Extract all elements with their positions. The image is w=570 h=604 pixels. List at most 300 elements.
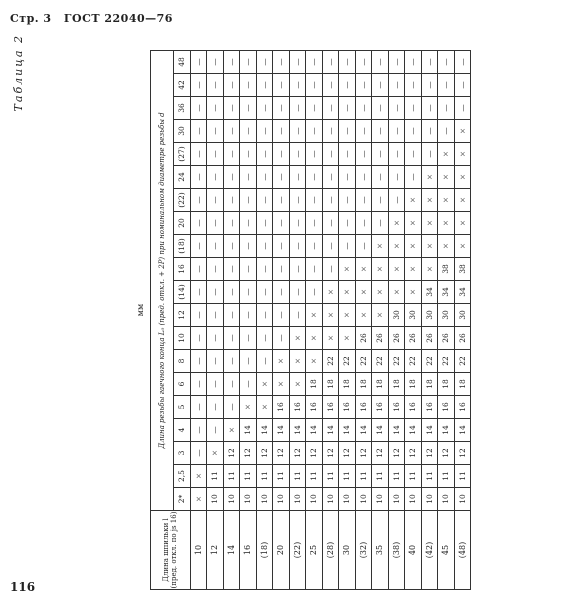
table-cell: — [207,235,224,258]
table-cell: — [190,396,207,419]
table-cell: — [405,120,422,143]
table-cell: — [339,74,356,97]
table-cell: — [256,350,273,373]
table-cell: 11 [223,465,240,488]
length-cell: 20 [273,511,290,590]
table-cell: × [273,350,290,373]
diameter-header: 30 [174,120,191,143]
table-row [454,51,471,590]
diameter-header: 42 [174,74,191,97]
length-cell: 45 [438,511,455,590]
table-cell: — [339,51,356,74]
header-row-group [151,51,174,590]
table-cell: × [405,212,422,235]
table-cell: 26 [372,327,389,350]
table-cell: — [190,281,207,304]
table-cell: — [405,143,422,166]
table-cell: 10 [223,488,240,511]
table-cell: — [289,51,306,74]
table-cell: 12 [240,442,257,465]
table-cell: 18 [306,373,323,396]
table-cell: 26 [355,327,372,350]
table-cell: 14 [256,419,273,442]
table-row [256,51,273,590]
table-caption: Таблица 2 [12,34,25,112]
length-cell: 40 [405,511,422,590]
table-cell: — [289,74,306,97]
table-cell: — [421,51,438,74]
table-cell: × [372,281,389,304]
table-cell: 22 [322,350,339,373]
table-cell: × [306,304,323,327]
table-cell: 18 [405,373,422,396]
table-cell: — [240,51,257,74]
length-cell: 10 [190,511,207,590]
length-cell: 14 [223,511,240,590]
table-cell: — [256,120,273,143]
table-cell: 11 [207,465,224,488]
table-cell: × [256,373,273,396]
table-row [405,51,422,590]
diameter-header: 8 [174,350,191,373]
table-cell: × [339,258,356,281]
table-cell: × [438,189,455,212]
table-cell: — [421,97,438,120]
table-cell: × [289,373,306,396]
table-cell: × [388,258,405,281]
table-cell: 16 [339,396,356,419]
diameter-header: 20 [174,212,191,235]
table-cell: 14 [322,419,339,442]
table-cell: — [223,304,240,327]
table-cell: × [405,258,422,281]
table-cell: — [256,281,273,304]
table-cell: × [322,327,339,350]
table-cell: — [438,74,455,97]
table-cell: — [306,235,323,258]
table-row [289,51,306,590]
group-header: Длина резьбы гаечного конца L₀ (пред. откл. + 2P) при номинальном диаметре резьбы d [151,51,174,511]
table-cell: — [223,396,240,419]
table-row [372,51,389,590]
table-cell: — [355,235,372,258]
table-cell: — [190,327,207,350]
table-cell: 12 [355,442,372,465]
table-cell: — [421,74,438,97]
table-cell: — [240,143,257,166]
table-cell: 11 [289,465,306,488]
table-cell: — [190,373,207,396]
table-cell: 12 [306,442,323,465]
table-cell: 10 [207,488,224,511]
table-cell: — [322,166,339,189]
table-cell: 11 [355,465,372,488]
length-cell: (48) [454,511,471,590]
length-column-header: Длина шпильки l (пред. откл. по js 16) [151,511,191,590]
table-row [421,51,438,590]
table-cell: × [256,396,273,419]
table-cell: — [322,235,339,258]
table-cell: — [306,189,323,212]
table-cell: × [355,304,372,327]
table-cell: 26 [454,327,471,350]
table-cell: — [355,97,372,120]
table-cell: 34 [421,281,438,304]
table-cell: × [372,304,389,327]
table-row [388,51,405,590]
table-cell: × [273,373,290,396]
table-cell: — [240,327,257,350]
table-cell: × [421,258,438,281]
table-cell: — [454,74,471,97]
table-cell: — [289,212,306,235]
table-row [207,51,224,590]
table-cell: — [372,143,389,166]
table-cell: 16 [322,396,339,419]
table-cell: 10 [256,488,273,511]
table-cell: × [388,235,405,258]
table-cell: — [355,51,372,74]
table-cell: — [388,74,405,97]
table-cell: — [339,166,356,189]
table-cell: 30 [438,304,455,327]
table-cell: 11 [438,465,455,488]
table-cell: 34 [454,281,471,304]
table-cell: — [306,120,323,143]
table-cell: — [207,258,224,281]
table-cell: 18 [355,373,372,396]
table-cell: 11 [405,465,422,488]
length-cell: (18) [256,511,273,590]
table-cell: — [289,97,306,120]
table-cell: — [190,166,207,189]
table-cell: × [306,350,323,373]
table-cell: 14 [438,419,455,442]
table-cell: — [223,258,240,281]
table-cell: — [223,212,240,235]
table-cell: × [438,166,455,189]
table-cell: — [322,143,339,166]
diameter-header: (14) [174,281,191,304]
table-cell: — [190,235,207,258]
table-cell: — [438,120,455,143]
table-cell: 12 [256,442,273,465]
table-cell: — [223,281,240,304]
table-cell: — [207,166,224,189]
table-cell: — [207,304,224,327]
table-cell: — [256,51,273,74]
table-cell: × [405,189,422,212]
table-cell: 12 [372,442,389,465]
table-cell: × [388,281,405,304]
table-cell: 10 [273,488,290,511]
table-cell: × [421,212,438,235]
table-row [339,51,356,590]
table-cell: — [256,166,273,189]
diameter-header: 5 [174,396,191,419]
table-cell: × [223,419,240,442]
table-cell: 10 [405,488,422,511]
table-cell: — [289,235,306,258]
table-cell: — [273,327,290,350]
table-body [190,51,471,590]
length-cell: 30 [339,511,356,590]
table-cell: — [289,281,306,304]
table-cell: — [421,120,438,143]
diameter-header: 3 [174,442,191,465]
table-cell: — [454,51,471,74]
table-cell: — [240,258,257,281]
table-cell: — [355,143,372,166]
table-cell: — [240,350,257,373]
length-cell: (28) [322,511,339,590]
table-cell: 16 [289,396,306,419]
table-cell: — [223,120,240,143]
table-cell: — [223,74,240,97]
table-cell: — [405,51,422,74]
unit-label: мм [136,303,145,317]
table-cell: — [289,258,306,281]
table-cell: — [339,97,356,120]
table-cell: 18 [454,373,471,396]
table-cell: 14 [405,419,422,442]
table-cell: × [306,327,323,350]
table-cell: — [207,74,224,97]
table-cell: — [388,166,405,189]
table-cell: — [256,304,273,327]
diameter-header-row [174,51,191,590]
table-cell: × [289,327,306,350]
table-cell: 14 [306,419,323,442]
table-cell: 12 [405,442,422,465]
table-cell: 10 [355,488,372,511]
table-cell: — [207,327,224,350]
table-cell: 16 [355,396,372,419]
table-cell: — [289,120,306,143]
table-cell: — [240,281,257,304]
table-cell: — [438,97,455,120]
table-cell: 26 [438,327,455,350]
table-cell: — [322,258,339,281]
table-cell: — [306,258,323,281]
table-row [355,51,372,590]
table-cell: — [355,120,372,143]
table-cell: — [207,120,224,143]
table-cell: 18 [438,373,455,396]
table-cell: × [438,212,455,235]
table-cell: — [190,442,207,465]
table-cell: — [240,235,257,258]
table-cell: — [421,143,438,166]
diameter-header: (18) [174,235,191,258]
table-cell: 26 [388,327,405,350]
table-cell: × [421,189,438,212]
table-cell: 18 [421,373,438,396]
table-cell: × [454,212,471,235]
table-cell: × [355,258,372,281]
table-cell: 16 [372,396,389,419]
table-cell: — [256,143,273,166]
table-cell: × [454,189,471,212]
table-cell: 18 [388,373,405,396]
diameter-header: 10 [174,327,191,350]
table-cell: 30 [421,304,438,327]
table-cell: — [306,212,323,235]
table-cell: 14 [388,419,405,442]
table-cell: × [322,304,339,327]
table-cell: — [339,212,356,235]
table-cell: 11 [339,465,356,488]
table-cell: — [355,74,372,97]
diameter-header: 12 [174,304,191,327]
table-cell: — [256,74,273,97]
table-cell: 26 [405,327,422,350]
table-cell: — [372,189,389,212]
table-cell: — [190,51,207,74]
table-cell: — [339,143,356,166]
table-cell: 10 [289,488,306,511]
diameter-header: (22) [174,189,191,212]
diameter-header: 6 [174,373,191,396]
table-cell: 11 [256,465,273,488]
length-cell: (42) [421,511,438,590]
table-cell: — [273,258,290,281]
table-row [438,51,455,590]
table-cell: — [190,258,207,281]
table-cell: 14 [240,419,257,442]
table-cell: — [322,120,339,143]
table-cell: — [322,189,339,212]
table-cell: — [223,373,240,396]
table-cell: 11 [421,465,438,488]
table-cell: 12 [322,442,339,465]
table-cell: × [454,120,471,143]
table-cell: — [190,120,207,143]
thread-length-table [150,50,471,590]
table-cell: — [273,235,290,258]
table-cell: — [289,189,306,212]
diameter-header: 4 [174,419,191,442]
table-cell: 12 [339,442,356,465]
table-cell: — [190,350,207,373]
table-cell: — [240,212,257,235]
diameter-header: 16 [174,258,191,281]
table-cell: × [289,350,306,373]
table-cell: — [240,304,257,327]
table-cell: 10 [372,488,389,511]
table-cell: — [372,120,389,143]
table-cell: — [339,235,356,258]
table-cell: 38 [454,258,471,281]
table-cell: — [322,212,339,235]
table-cell: × [339,304,356,327]
table-cell: — [223,350,240,373]
table-cell: — [388,143,405,166]
table-cell: 14 [273,419,290,442]
table-cell: 14 [372,419,389,442]
table-cell: — [306,143,323,166]
table-cell: — [273,120,290,143]
table-cell: — [388,120,405,143]
table-cell: — [388,189,405,212]
table-cell: 10 [454,488,471,511]
table-cell: — [207,97,224,120]
standard-number: ГОСТ 22040—76 [63,12,173,25]
table-cell: × [405,281,422,304]
table-cell: — [339,189,356,212]
table-cell: — [388,51,405,74]
table-cell: 11 [240,465,257,488]
length-cell: 25 [306,511,323,590]
table-cell: 11 [273,465,290,488]
table-cell: 10 [306,488,323,511]
table-cell: — [339,120,356,143]
table-cell: — [306,51,323,74]
table-cell: × [190,465,207,488]
table-cell: × [240,396,257,419]
table-cell: × [339,281,356,304]
table-cell: 14 [339,419,356,442]
table-cell: — [223,166,240,189]
table-cell: 18 [372,373,389,396]
table-cell: 22 [388,350,405,373]
table-cell: × [355,281,372,304]
table-cell: 10 [322,488,339,511]
table-cell: 11 [454,465,471,488]
table-cell: 12 [421,442,438,465]
table-cell: × [207,442,224,465]
diameter-header: 2* [174,488,191,511]
table-cell: 10 [388,488,405,511]
table-cell: — [289,166,306,189]
table-cell: — [240,97,257,120]
table-cell: — [322,97,339,120]
table-cell: × [454,235,471,258]
table-cell: — [190,419,207,442]
table-cell: — [405,97,422,120]
table-cell: — [256,258,273,281]
table-cell: 30 [388,304,405,327]
page-header [10,12,173,25]
table-cell: 16 [306,396,323,419]
table-cell: 22 [405,350,422,373]
table-cell: 22 [421,350,438,373]
table-cell: × [421,166,438,189]
table-cell: — [273,166,290,189]
table-cell: 30 [405,304,422,327]
table-cell: — [207,189,224,212]
table-cell: — [289,143,306,166]
table-cell: 16 [438,396,455,419]
table-cell: 22 [372,350,389,373]
table-cell: × [372,258,389,281]
table-cell: 16 [388,396,405,419]
table-cell: — [273,281,290,304]
table-cell: 12 [454,442,471,465]
table-cell: — [372,97,389,120]
table-cell: — [322,51,339,74]
table-cell: — [438,51,455,74]
length-cell: 12 [207,511,224,590]
length-cell: (22) [289,511,306,590]
table-row [322,51,339,590]
table-cell: — [223,189,240,212]
table-cell: — [273,97,290,120]
table-cell: × [454,143,471,166]
table-cell: 26 [421,327,438,350]
table-cell: × [372,235,389,258]
table-cell: 16 [273,396,290,419]
